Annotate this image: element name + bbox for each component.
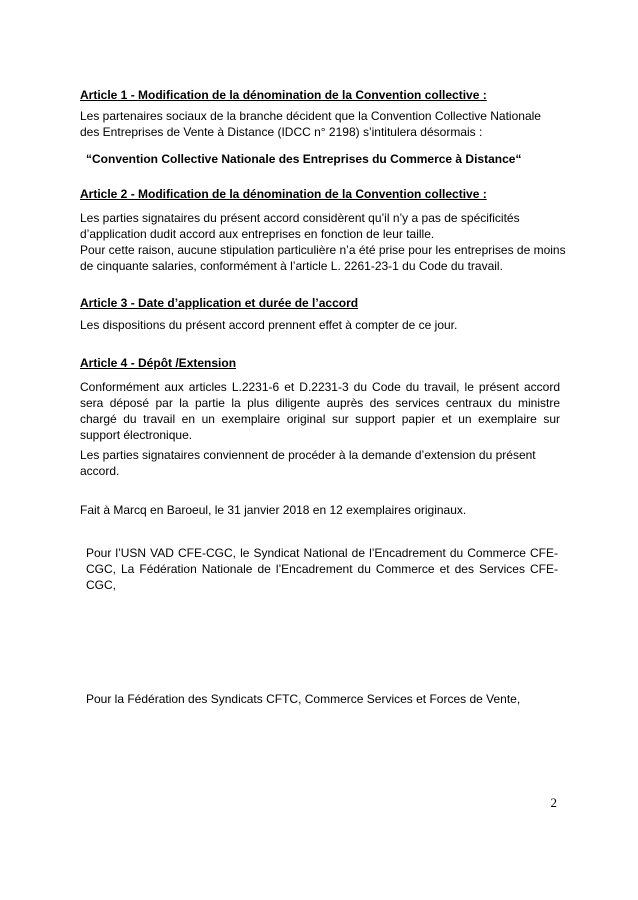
signatory-1-block bbox=[86, 545, 558, 593]
article-1-body bbox=[80, 108, 560, 140]
article-4-line: support électronique. bbox=[80, 428, 193, 442]
page-number: 2 bbox=[550, 795, 557, 810]
article-2-line: d’application dudit accord aux entreprises en fonction de leur taille. bbox=[80, 227, 435, 241]
article-1-line: des Entreprises de Vente à Distance (IDCC n° 2198) s’intitulera désormais : bbox=[80, 125, 483, 139]
signatory-1-line: Pour l’USN VAD CFE-CGC, le Syndicat National de l’Encadrement du Commerce CFE- bbox=[86, 546, 558, 560]
place-date-text: Fait à Marcq en Baroeul, le 31 janvier 2018 en 12 exemplaires originaux. bbox=[80, 503, 467, 517]
signature-place-date bbox=[80, 502, 560, 518]
article-3-text: Les dispositions du présent accord prennent effet à compter de ce jour. bbox=[80, 318, 458, 332]
article-4-line: Conformément aux articles L.2231-6 et D.2231-3 du Code du travail, le présent accord bbox=[80, 380, 560, 394]
article-4-heading: Article 4 - Dépôt /Extension bbox=[80, 356, 237, 370]
article-2-line: Les parties signataires du présent accord considèrent qu’il n’y a pas de spécificités bbox=[80, 211, 520, 225]
article-3-body bbox=[80, 317, 560, 333]
signatory-2-block bbox=[86, 691, 566, 707]
article-1-line: Les partenaires sociaux de la branche décident que la Convention Collective Nationale bbox=[80, 109, 541, 123]
signatory-1-line: CGC, La Fédération Nationale de l’Encadrement du Commerce et des Services CFE- bbox=[86, 562, 558, 576]
article-2-line: de cinquante salaries, conformément à l’article L. 2261-23-1 du Code du travail. bbox=[80, 259, 503, 273]
article-4-line: chargé du travail en un exemplaire original sur support papier et un exemplaire sur bbox=[80, 412, 560, 426]
article-1-new-name-quote: “Convention Collective Nationale des Entreprises du Commerce à Distance“ bbox=[86, 152, 522, 166]
article-4-line: accord. bbox=[80, 464, 120, 478]
article-4-paragraph-1 bbox=[80, 379, 560, 443]
signatory-1-line: CGC, bbox=[86, 578, 116, 592]
article-4-line: Les parties signataires conviennent de procéder à la demande d’extension du présent bbox=[80, 448, 536, 462]
signatory-2-text: Pour la Fédération des Syndicats CFTC, Commerce Services et Forces de Vente, bbox=[86, 692, 521, 706]
article-1-heading: Article 1 - Modification de la dénomination de la Convention collective : bbox=[80, 88, 487, 102]
article-4-paragraph-2 bbox=[80, 447, 560, 479]
article-2-line: Pour cette raison, aucune stipulation particulière n’a été prise pour les entreprises de moins bbox=[80, 243, 566, 257]
article-2-body bbox=[80, 210, 566, 274]
article-4-line: sera déposé par la partie la plus diligente auprès des services centraux du ministre bbox=[80, 396, 560, 410]
article-2-heading: Article 2 - Modification de la dénomination de la Convention collective : bbox=[80, 187, 487, 201]
article-3-heading: Article 3 - Date d’application et durée de l’accord bbox=[80, 296, 359, 310]
